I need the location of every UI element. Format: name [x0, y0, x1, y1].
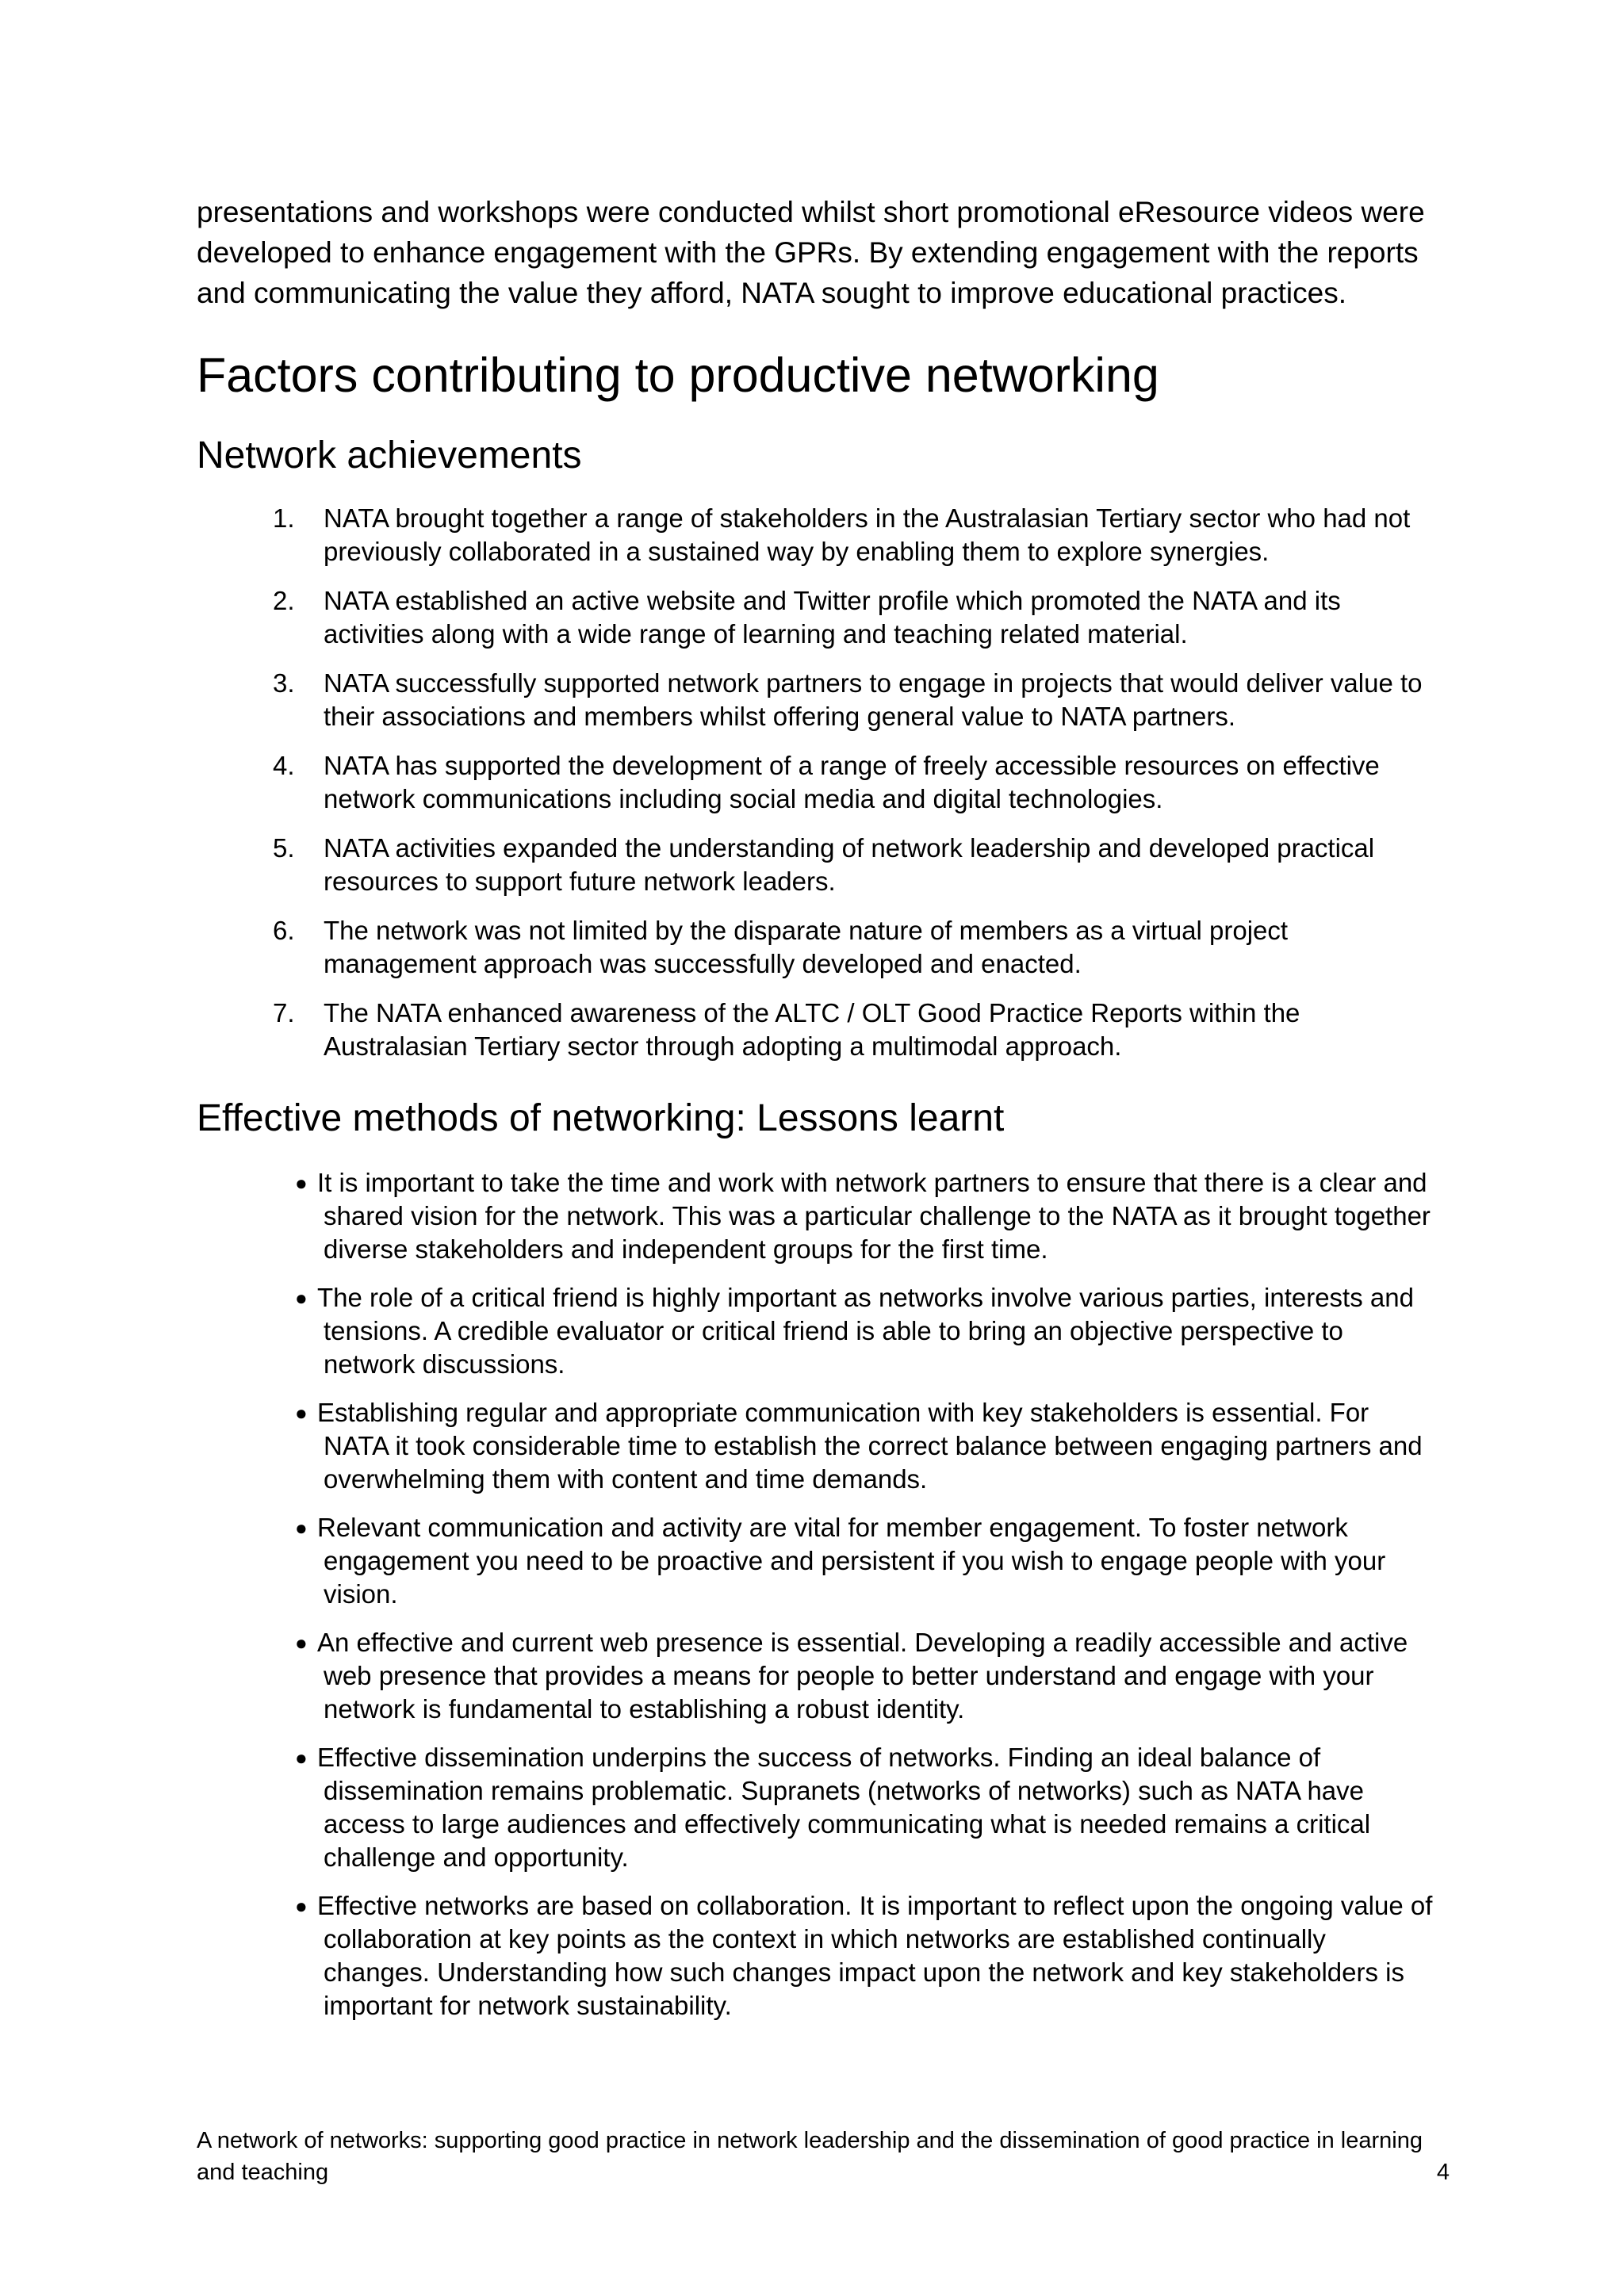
list-item-text: The NATA enhanced awareness of the ALTC / OLT Good Practice Reports within the Australasian Tertiary sector through adopting a multimodal approach. — [324, 998, 1300, 1061]
intro-paragraph: presentations and workshops were conducted whilst short promotional eResource videos were developed to enhance engagement with the GPRs. By extending engagement with the reports and communicating the value they afford, NATA sought to improve educational practices. — [197, 196, 1425, 309]
list-item — [197, 1166, 1438, 1266]
list-number: 4. — [273, 751, 295, 780]
section-title: Factors contributing to productive networking — [197, 348, 1159, 402]
list-item — [197, 1511, 1438, 1611]
list-number: 6. — [273, 916, 295, 945]
list-item-text: The role of a critical friend is highly important as networks involve various parties, interests and tensions. A credible evaluator or critical friend is able to bring an objective perspective to network discussions. — [317, 1283, 1414, 1379]
list-number: 1. — [273, 503, 295, 533]
list-item-text: The network was not limited by the disparate nature of members as a virtual project management approach was successfully developed and enacted. — [324, 916, 1289, 978]
bullet-icon: ● — [295, 1401, 308, 1425]
list-item-text: An effective and current web presence is essential. Developing a readily accessible and active web presence that provides a means for people to better understand and engage with your network is fundamental to establishing a robust identity. — [317, 1628, 1408, 1724]
achievements-heading: Network achievements — [197, 434, 582, 476]
list-item-text: NATA has supported the development of a range of freely accessible resources on effective network communications including social media and digital technologies. — [324, 751, 1380, 813]
bullet-icon: ● — [295, 1746, 308, 1770]
list-item-text: NATA established an active website and Twitter profile which promoted the NATA and its activities along with a wide range of learning and teaching related material. — [324, 586, 1341, 649]
list-number: 5. — [273, 833, 295, 863]
bullet-icon: ● — [295, 1894, 308, 1918]
list-item-text: Relevant communication and activity are vital for member engagement. To foster network engagement you need to be proactive and persistent if you wish to engage people with your vision. — [317, 1513, 1386, 1609]
lessons-heading: Effective methods of networking: Lessons learnt — [197, 1097, 1005, 1139]
list-item — [197, 667, 1438, 733]
page-number: 4 — [1436, 2160, 1450, 2185]
list-item-text: It is important to take the time and work with network partners to ensure that there is a clear and shared vision for the network. This was a particular challenge to the NATA as it brought together diverse stakeholders and independent groups for the first time. — [317, 1168, 1431, 1264]
list-item — [197, 997, 1438, 1063]
list-item — [197, 584, 1438, 651]
list-number: 2. — [273, 586, 295, 615]
bullet-icon: ● — [295, 1286, 308, 1310]
list-item-text: NATA brought together a range of stakeholders in the Australasian Tertiary sector who had not previously collaborated in a sustained way by enabling them to explore synergies. — [324, 503, 1411, 566]
lessons-list — [197, 1166, 1438, 2022]
list-item-text: Establishing regular and appropriate communication with key stakeholders is essential. For NATA it took considerable time to establish the correct balance between engaging partners and overwhelming them with content and time demands. — [317, 1398, 1423, 1494]
list-item — [197, 502, 1438, 568]
bullet-icon: ● — [295, 1516, 308, 1540]
achievements-list — [197, 502, 1438, 1063]
bullet-icon: ● — [295, 1631, 308, 1655]
footer-title: A network of networks: supporting good practice in network leadership and the dissemination of good practice in learning and teaching — [197, 2128, 1423, 2185]
list-item — [197, 1396, 1438, 1496]
list-number: 3. — [273, 668, 295, 698]
list-item — [197, 749, 1438, 816]
list-item — [197, 1741, 1438, 1874]
list-item — [197, 1281, 1438, 1381]
list-item-text: Effective dissemination underpins the success of networks. Finding an ideal balance of dissemination remains problematic. Supranets (networks of networks) such as NATA have access to large audiences and effectively communicating what is needed remains a critical challenge and opportunity. — [317, 1743, 1371, 1872]
list-number: 7. — [273, 998, 295, 1027]
list-item-text: Effective networks are based on collaboration. It is important to reflect upon the ongoing value of collaboration at key points as the context in which networks are established continually changes. Understanding how such changes impact upon the network and key stakeholders is important for network sustainability. — [317, 1891, 1433, 2020]
list-item — [197, 1889, 1438, 2022]
list-item-text: NATA successfully supported network partners to engage in projects that would deliver value to their associations and members whilst offering general value to NATA partners. — [324, 668, 1423, 731]
bullet-icon: ● — [295, 1171, 308, 1195]
page-footer — [197, 2125, 1450, 2188]
list-item — [197, 914, 1438, 981]
list-item — [197, 832, 1438, 898]
list-item-text: NATA activities expanded the understanding of network leadership and developed practical resources to support future network leaders. — [324, 833, 1375, 896]
list-item — [197, 1626, 1438, 1726]
page-content — [197, 192, 1438, 2038]
